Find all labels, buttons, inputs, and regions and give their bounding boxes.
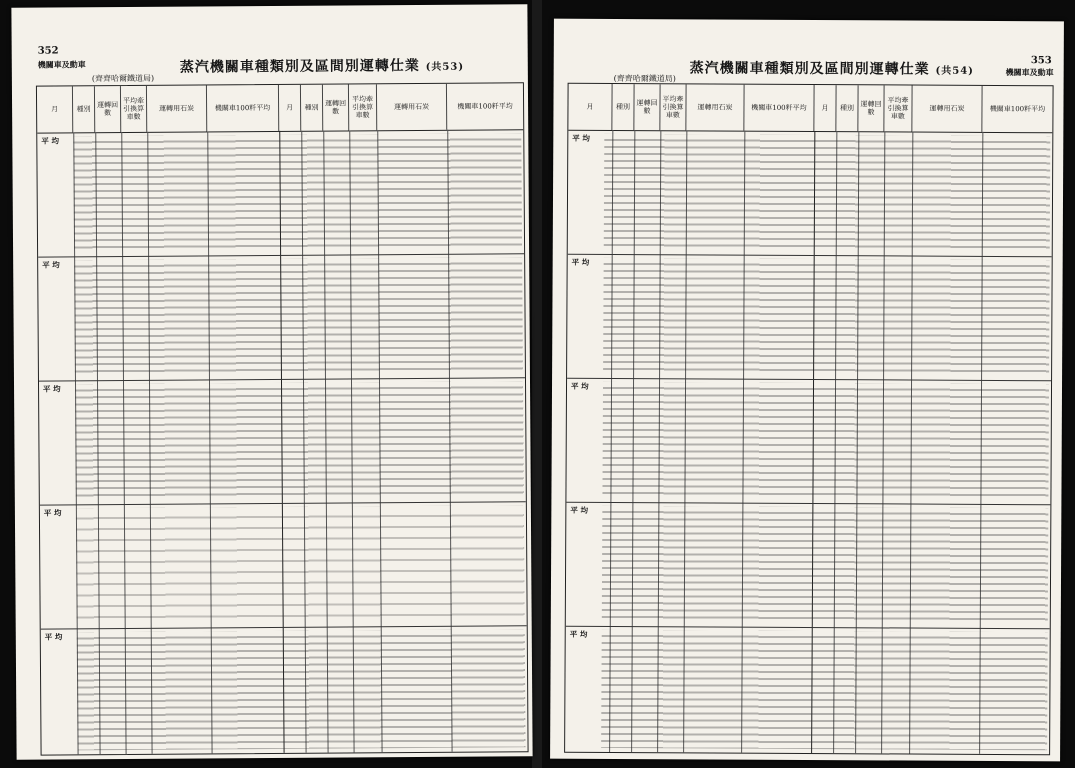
page-number: 352 [37,45,59,57]
col-coal-2: 運轉用石炭 [377,84,447,130]
table-block [566,378,1051,506]
col-type: 種別 [612,84,634,130]
page-subtitle: (齊齊哈爾鐵道局) [613,73,676,84]
block-label: 平 均 [570,505,589,515]
running-head: 機關車及動車 [1005,67,1054,78]
col-type-2: 種別 [836,85,858,131]
title-part: (共54) [935,65,974,77]
table-block [41,625,528,754]
col-runs: 運轉回數 [634,84,660,130]
table-block [38,253,525,381]
col-per-100km-2: 機關車100粁平均 [989,104,1046,114]
title-text: 蒸汽機關車種類別及區間別運轉仕業 [179,57,420,76]
col-per-100km-2: 機關車100粁平均 [457,102,513,111]
block-label: 平 均 [572,133,590,143]
block-label: 平 均 [41,136,59,146]
table-block [40,501,527,629]
col-month: 月 [568,84,612,130]
col-coal-2: 運轉用石炭 [912,86,982,132]
data-table [36,82,529,755]
running-head: 機關車及動車 [37,59,86,70]
block-label: 平 均 [43,508,62,518]
block-label: 平 均 [42,260,60,270]
data-rows [74,257,523,376]
col-coal: 運轉用石炭 [686,84,744,130]
data-rows [75,381,524,500]
left-page [11,4,532,760]
page-title [180,55,464,77]
col-avg-cars: 平均牽引換算車數 [660,84,686,130]
title-text: 蒸汽機關車種類別及區間別運轉仕業 [689,60,930,78]
col-avg-cars-2: 平均牽引換算車數 [349,84,377,130]
col-runs-2: 運轉回數 [858,85,884,131]
page-subtitle: (齊齊哈爾鐵道局) [91,73,155,84]
data-rows [602,506,1049,624]
col-runs-2: 運轉回數 [323,84,349,130]
col-avg-cars-2: 平均牽引換算車數 [884,85,912,131]
data-rows [603,258,1050,376]
col-type-2: 種別 [301,85,323,131]
table-block [566,502,1051,630]
col-month-2: 月 [279,85,301,131]
book-spine [532,0,542,768]
block-label: 平 均 [43,384,61,394]
col-month-2: 月 [814,85,836,131]
table-block [37,129,524,257]
data-rows [604,134,1051,252]
block-label: 平 均 [571,257,590,267]
right-page [550,19,1064,762]
data-rows [601,630,1048,750]
data-rows [73,133,522,252]
col-type: 種別 [73,86,95,132]
block-label: 平 均 [570,381,589,391]
table-block [39,377,526,505]
data-table [564,83,1054,756]
col-per-100km: 機關車100粁平均 [744,85,814,131]
data-rows [77,629,526,750]
page-number: 353 [1030,55,1052,67]
data-rows [602,382,1049,500]
block-label: 平 均 [44,632,63,642]
col-avg-cars: 平均牽引換算車數 [121,86,147,132]
col-month: 月 [37,86,73,132]
data-rows [76,505,525,624]
table-block [567,254,1052,382]
table-block [565,626,1050,755]
table-header [37,83,523,133]
title-part: (共53) [425,61,465,73]
page-title [690,57,974,78]
table-block [568,130,1053,258]
col-per-100km: 機關車100粁平均 [207,85,279,132]
col-runs: 運轉回數 [95,86,121,132]
col-coal: 運轉用石炭 [147,85,207,131]
block-label: 平 均 [569,629,588,639]
table-header [568,84,1052,134]
